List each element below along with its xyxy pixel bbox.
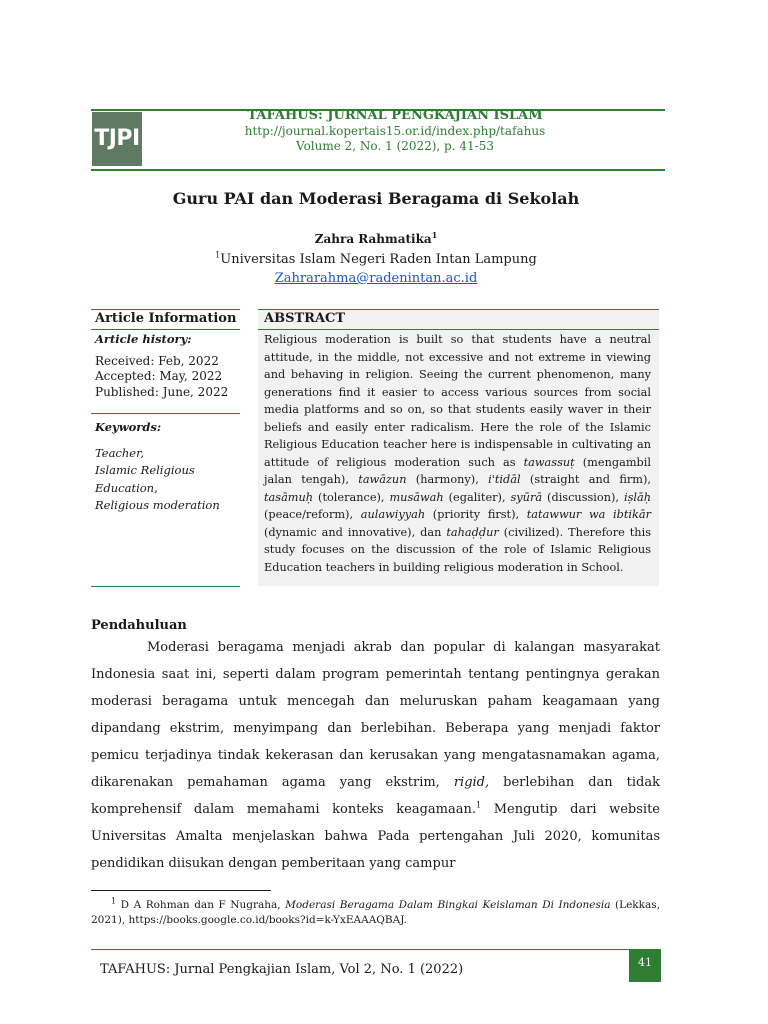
accepted-date: Accepted: May, 2022 bbox=[95, 369, 223, 383]
journal-volume: Volume 2, No. 1 (2022), p. 41-53 bbox=[296, 139, 494, 153]
author-affiliation bbox=[92, 252, 660, 267]
body-run: Moderasi beragama menjadi akrab dan popular di kalangan masyarakat Indonesia saat ini, seperti dalam program pemerintah tentang pentingnya gerakan moderasi beragama untuk mencegah dan meluruskan paham keagamaan yang dipandang ekstrim, menyimpang dan berlebihan. Beberapa yang menjadi faktor pemicu terjadinya tindak kekerasan dan kerusakan yang mengatasnamakan agama, dikarenakan pemahaman agama yang ekstrim, bbox=[91, 640, 660, 790]
body-run: Mengutip dari website Universitas Amalta menjelaskan bahwa Pada pertengahan Juli 2020, komunitas pendidikan diisukan dengan pemberitaan yang campur bbox=[91, 802, 661, 871]
info-keywords-rule bbox=[91, 413, 240, 414]
abstract-term: tatawwur wa ibtikār bbox=[526, 508, 651, 521]
abstract-term: tasāmuḥ bbox=[264, 490, 314, 504]
abstract-heading: ABSTRACT bbox=[264, 311, 346, 326]
abstract-run: (dynamic and innovative), dan bbox=[264, 525, 447, 539]
abstract-run: (mengambil jalan tengah), bbox=[264, 455, 651, 486]
abstract-run: (priority first), bbox=[425, 508, 527, 521]
abstract-term: tawassuṭ bbox=[523, 455, 575, 469]
affiliation-text: Universitas Islam Negeri Raden Intan Lampung bbox=[220, 252, 537, 267]
abstract-run: (peace/reform), bbox=[264, 508, 361, 521]
footer-rule bbox=[91, 949, 661, 950]
author-text: Zahra Rahmatika bbox=[314, 232, 432, 246]
info-bottom-rule bbox=[91, 586, 240, 587]
abstract-run: (egaliter), bbox=[443, 490, 511, 504]
keywords-label: Keywords: bbox=[95, 420, 162, 434]
info-top-rule bbox=[91, 309, 240, 310]
footer-journal-citation: TAFAHUS: Jurnal Pengkajian Islam, Vol 2, No. 1 (2022) bbox=[100, 962, 464, 977]
affiliation-mark: 1 bbox=[215, 250, 221, 260]
abstract-text bbox=[264, 331, 651, 576]
footnote-number: 1 bbox=[111, 896, 117, 906]
abstract-term: iṣlāḥ bbox=[623, 490, 651, 504]
keyword-item: Religious moderation bbox=[95, 498, 220, 512]
abstract-run: (harmony), bbox=[406, 473, 489, 486]
published-date: Published: June, 2022 bbox=[95, 385, 229, 399]
page-number: 41 bbox=[629, 950, 661, 982]
abstract-term: aulawiyyah bbox=[360, 508, 426, 521]
footnote-run: D A Rohman dan F Nugraha, bbox=[116, 899, 286, 911]
abstract-top-rule bbox=[258, 309, 659, 310]
author-name bbox=[92, 232, 660, 246]
abstract-term: syūrā bbox=[510, 490, 543, 504]
author-affiliation-mark: 1 bbox=[431, 230, 438, 240]
abstract-run: Religious moderation is built so that students have a neutral attitude, in the middle, not excessive and not extreme in viewing and behaving in religion. Seeing the current phenomenon, many generations find it easier to access various sources from social media platforms and so on, so that students easily waver in their beliefs and easily enter radicalism. Here the role of the Islamic Religious Education teacher here is indispensable in cultivating an attitude of religious moderation such as bbox=[264, 333, 651, 469]
abstract-term: tahaḍḍur bbox=[446, 525, 499, 539]
body-emphasis: rigid, bbox=[453, 775, 490, 790]
footnote-run: (Lekkas, 2021), https://books.google.co.id/books?id=k-YxEAAAQBAJ. bbox=[91, 899, 660, 926]
body-run: berlebihan dan tidak komprehensif dalam memahami konteks keagamaan. bbox=[91, 775, 660, 817]
section-heading: Pendahuluan bbox=[91, 618, 187, 633]
abstract-run: (straight and firm), bbox=[520, 473, 652, 486]
keyword-item: Islamic Religious bbox=[95, 463, 195, 477]
author-email-link[interactable]: Zahrarahma@radenintan.ac.id bbox=[274, 271, 478, 286]
journal-title: TAFAHUS: JURNAL PENGKAJIAN ISLAM bbox=[247, 108, 543, 123]
info-heading-rule bbox=[91, 329, 240, 330]
journal-logo bbox=[92, 112, 142, 166]
abstract-run: (civilized). Therefore this study focuses on the discussion of the role of Islamic Religious Education teachers in building religious moderation in School. bbox=[264, 525, 651, 574]
abstract-run: (discussion), bbox=[542, 490, 624, 504]
abstract-term: tawāzun bbox=[358, 473, 407, 486]
keyword-item: Teacher, bbox=[95, 446, 144, 460]
footnote-reference[interactable]: 1 bbox=[476, 800, 482, 810]
logo-text: TJPI bbox=[94, 126, 140, 151]
abstract-run: (tolerance), bbox=[313, 490, 390, 504]
header-bottom-rule bbox=[91, 169, 665, 171]
footnote bbox=[91, 898, 660, 928]
article-info-heading: Article Information bbox=[95, 311, 237, 326]
keyword-item: Education, bbox=[95, 481, 158, 495]
journal-url[interactable]: http://journal.kopertais15.or.id/index.php/tafahus bbox=[244, 124, 546, 138]
abstract-term: musāwah bbox=[389, 490, 444, 504]
received-date: Received: Feb, 2022 bbox=[95, 354, 219, 368]
footnote-rule bbox=[91, 890, 271, 891]
body-paragraph bbox=[91, 634, 660, 877]
footnote-book-title: Moderasi Beragama Dalam Bingkai Keislaman Di Indonesia bbox=[285, 899, 611, 911]
abstract-heading-rule bbox=[258, 329, 659, 330]
abstract-term: i'tidāl bbox=[488, 473, 521, 486]
paper-title: Guru PAI dan Moderasi Beragama di Sekolah bbox=[172, 189, 580, 208]
article-history-label: Article history: bbox=[95, 332, 192, 346]
